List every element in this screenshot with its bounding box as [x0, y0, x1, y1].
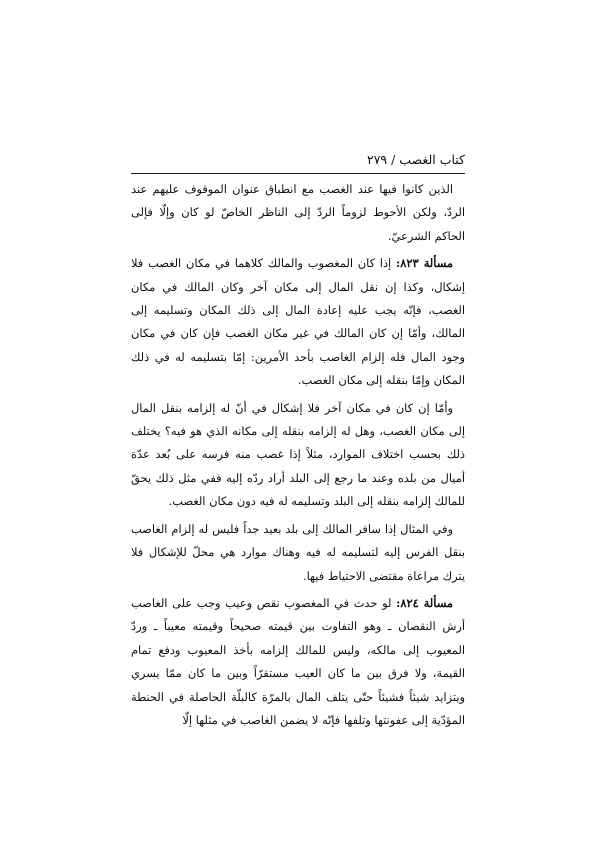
paragraph-3: [131, 397, 465, 514]
issue-824-text: لو حدث في المغصوب نقص وعيب وجب على الغاصب أرش النقصان ـ وهو التفاوت بين قيمته صحيحاً وقيمته معيباً ـ وردّ المعيوب إلى مالكه، وليس للمالك إلزامه بأخذ المعيوب ودفع تمام القيمة، ولا فرق بين ما كان العيب مستقرّاً وبين ما كان ممّا يسري ويتزايد شيئاً فشيئاً حتّى يتلف المال بالمرّة كالبلّة الحاصلة في الحنطة المؤدّية إلى عفونتها وتلفها فإنّه لا يضمن الغاصب في مثلها إلّا: [131, 595, 465, 727]
issue-824: [131, 592, 465, 732]
running-title: كتاب الغصب / ٢٧٩: [366, 152, 465, 167]
paragraph-4-text: وفي المثال إذا سافر المالك إلى بلد بعيد جداً فليس له إلزام الغاصب بنقل الفرس إليه لتسليمه له فيه وهناك موارد هي محلّ للإشكال فلا يترك مراعاة مقتضى الاحتياط فيها.: [131, 521, 465, 583]
page-body: [131, 178, 465, 732]
issue-823-label: مسألة ٨٢٣:: [396, 256, 454, 271]
issue-823: [131, 252, 465, 392]
issue-824-label: مسألة ٨٢٤:: [396, 595, 453, 610]
paragraph-1-text: الذين كانوا فيها عند الغصب مع انطباق عنوان الموقوف عليهم عند الردّ، ولكن الأحوط لزوماً الردّ إلى الناظر الخاصّ لو كان وإلّا فإلى الحاكم الشرعيّ.: [131, 182, 465, 243]
paragraph-1: [131, 178, 465, 248]
issue-823-text: إذا كان المغصوب والمالك كلاهما في مكان الغصب فلا إشكال، وكذا إن نقل المال إلى مكان آخر وكان المالك في مكان الغصب، فإنّه يجب عليه إعادة المال إلى ذلك المكان وتسليمه إلى المالك، وأمّا إن كان المالك في غير مكان الغصب فإن كان في مكان وجود المال فله إلزام الغاصب بأحد الأمرين: إمّا بتسليمه له في ذلك المكان وإمّا بنقله إلى مكان الغصب.: [131, 256, 465, 388]
running-header: [131, 149, 465, 174]
paragraph-4: [131, 518, 465, 588]
paragraph-3-text: وأمّا إن كان في مكان آخر فلا إشكال في أنّ له إلزامه بنقل المال إلى مكان الغصب، وهل له إلزامه بنقله إلى مكانه الذي هو فيه؟ يختلف ذلك بحسب اختلاف الموارد، مثلاً إذا غصب منه فرسه على بُعد عدّة أميال من بلده وعند ما رجع إلى البلد أراد ردّه إليه ففي مثل ذلك يحقّ للمالك إلزامه بنقله إلى البلد وتسليمه له فيه دون مكان الغصب.: [131, 400, 465, 509]
